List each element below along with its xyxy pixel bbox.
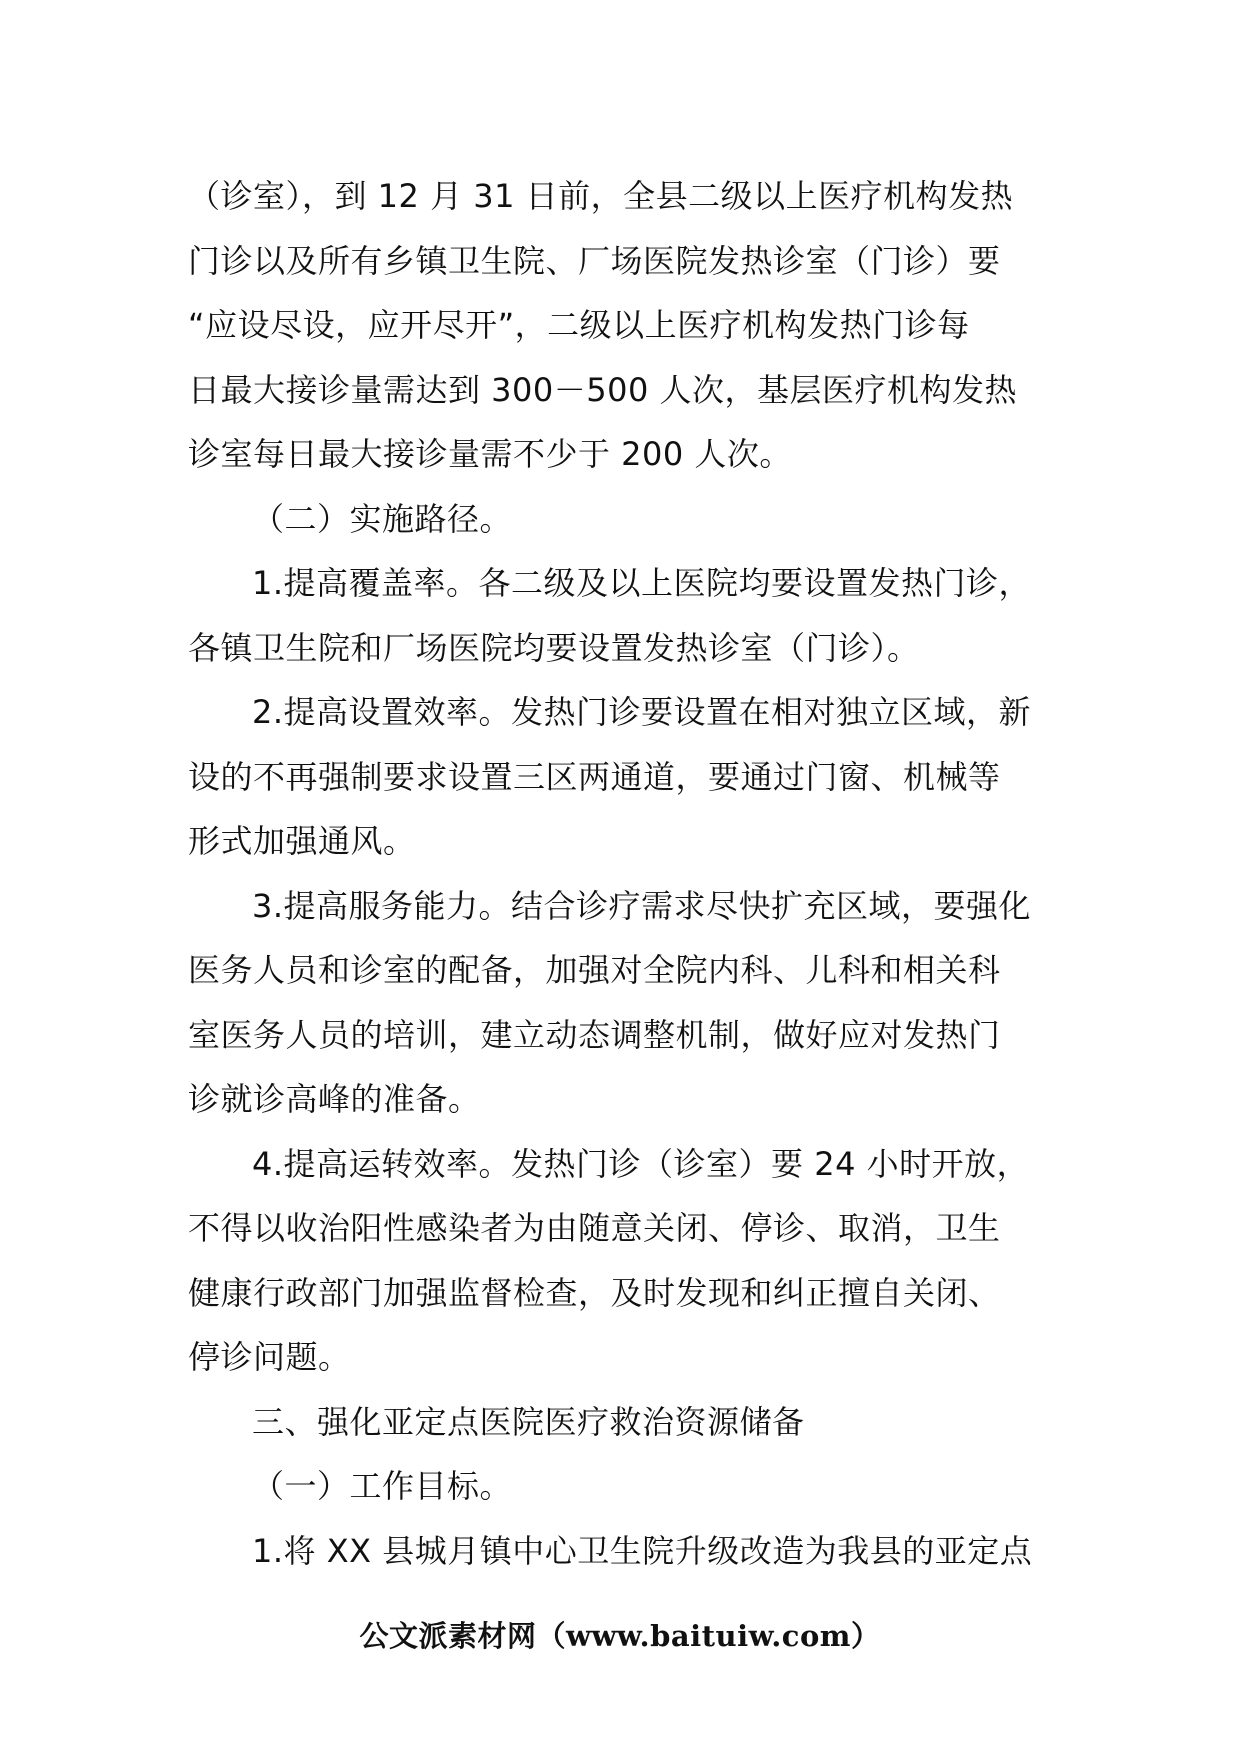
text-line: 医务人员和诊室的配备，加强对全院内科、儿科和相关科 — [188, 951, 1001, 989]
footer-watermark: 公文派素材网（www.baituiw.com） — [359, 1619, 881, 1653]
text-line: 停诊问题。 — [188, 1338, 351, 1376]
text-line: 2.提高设置效率。发热门诊要设置在相对独立区域，新 — [252, 693, 1032, 731]
text-line: 室医务人员的培训，建立动态调整机制，做好应对发热门 — [188, 1015, 1001, 1054]
text-line: 3.提高服务能力。结合诊疗需求尽快扩充区域，要强化 — [252, 886, 1032, 925]
document-body — [188, 164, 1062, 1583]
text-line: 诊就诊高峰的准备。 — [188, 1080, 481, 1118]
text-line: 1.提高覆盖率。各二级及以上医院均要设置发热门诊， — [252, 564, 1032, 602]
text-line: 门诊以及所有乡镇卫生院、厂场医院发热诊室（门诊）要 — [188, 241, 1001, 280]
text-line: 设的不再强制要求设置三区两通道，要通过门窗、机械等 — [188, 757, 1001, 796]
text-line: “应设尽设，应开尽开”，二级以上医疗机构发热门诊每 — [188, 306, 970, 344]
section-heading: 三、强化亚定点医院医疗救治资源储备 — [252, 1402, 805, 1441]
text-line: 1.将 XX 县城月镇中心卫生院升级改造为我县的亚定点 — [252, 1531, 1033, 1570]
text-line: （诊室），到 12 月 31 日前，全县二级以上医疗机构发热 — [188, 177, 1014, 215]
text-line: 不得以收治阳性感染者为由随意关闭、停诊、取消，卫生 — [188, 1209, 1001, 1247]
text-line: 各镇卫生院和厂场医院均要设置发热诊室（门诊）。 — [188, 628, 920, 667]
text-line: 日最大接诊量需达到 300－500 人次，基层医疗机构发热 — [188, 370, 1018, 409]
text-line: 4.提高运转效率。发热门诊（诊室）要 24 小时开放， — [252, 1144, 1030, 1183]
section-heading: （一）工作目标。 — [252, 1467, 513, 1505]
text-line: 形式加强通风。 — [188, 822, 416, 860]
text-line: 诊室每日最大接诊量需不少于 200 人次。 — [188, 435, 792, 473]
section-heading: （二）实施路径。 — [252, 499, 513, 538]
text-line: 健康行政部门加强监督检查，及时发现和纠正擅自关闭、 — [188, 1273, 1001, 1312]
